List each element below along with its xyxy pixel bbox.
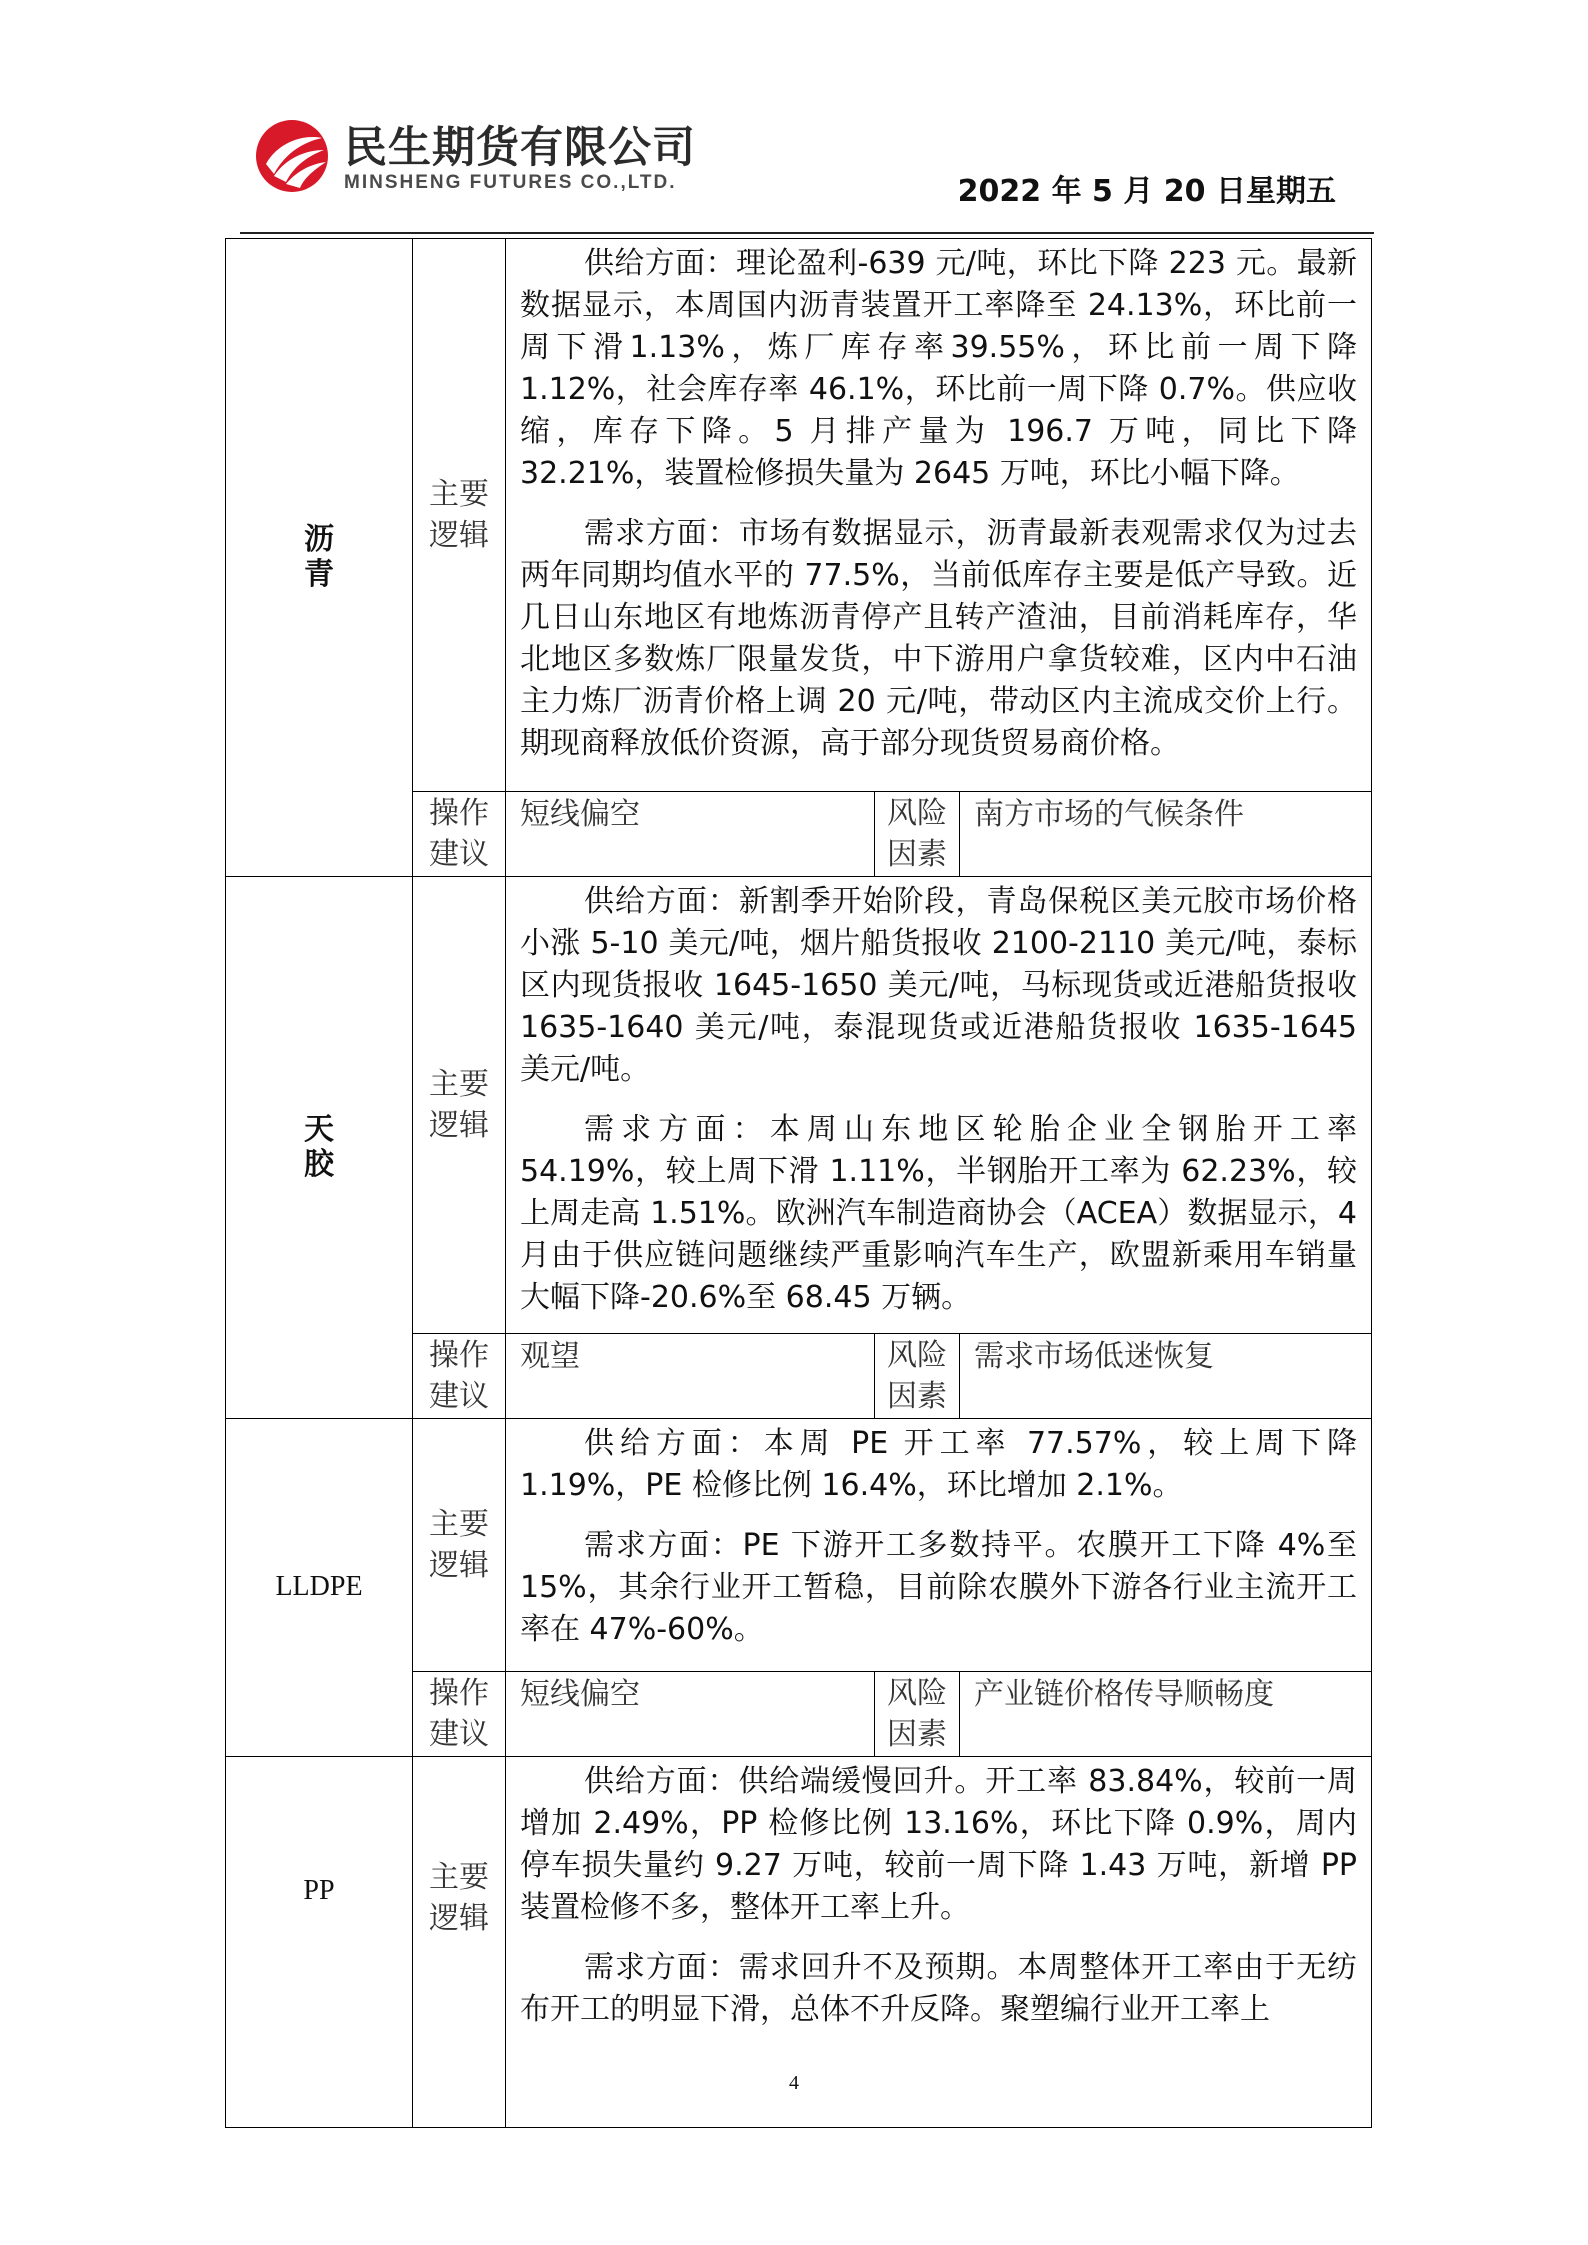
- operation-label: 操作建议: [413, 792, 506, 877]
- risk-label: 风险因素: [875, 1334, 960, 1419]
- operation-value: 短线偏空: [506, 792, 875, 877]
- product-name-pp: PP: [226, 1757, 413, 2128]
- minsheng-logo-icon: [252, 116, 332, 196]
- main-logic-label: 主要逻辑: [413, 1757, 506, 2128]
- risk-label: 风险因素: [875, 792, 960, 877]
- main-logic-content: [506, 1419, 1372, 1672]
- risk-value: 需求市场低迷恢复: [960, 1334, 1372, 1419]
- product-name-asphalt: [226, 239, 413, 877]
- product-label: 天胶: [304, 1112, 334, 1182]
- operation-value: 观望: [506, 1334, 875, 1419]
- company-logo: [252, 112, 732, 202]
- header-divider: [240, 232, 1374, 234]
- risk-value: 产业链价格传导顺畅度: [960, 1672, 1372, 1757]
- company-name-en: MINSHENG FUTURES CO.,LTD.: [344, 172, 677, 193]
- main-logic-content: [506, 239, 1372, 792]
- demand-paragraph: 需求方面：PE 下游开工多数持平。农膜开工下降 4%至 15%，其余行业开工暂稳，目前除农膜外下游各行业主流开工率在 47%-60%。: [520, 1528, 1358, 1647]
- main-logic-label: 主要逻辑: [413, 877, 506, 1334]
- main-logic-content: [506, 877, 1372, 1334]
- company-name-cn: 民生期货有限公司: [344, 123, 696, 173]
- demand-paragraph: 需求方面：市场有数据显示，沥青最新表观需求仅为过去两年同期均值水平的 77.5%，当前低库存主要是低产导致。近几日山东地区有地炼沥青停产且转产渣油，目前消耗库存，华北地区多数炼厂限量发货，中下游用户拿货较难，区内中石油主力炼厂沥青价格上调 20 元/吨，带动区内主流成交价上行。期现商释放低价资源，高于部分现货贸易商价格。: [520, 516, 1358, 761]
- supply-paragraph: 供给方面：供给端缓慢回升。开工率 83.84%，较前一周增加 2.49%，PP 检修比例 13.16%，环比下降 0.9%，周内停车损失量约 9.27 万吨，较前一周下降 1.43 万吨，新增 PP 装置检修不多，整体开工率上升。: [520, 1764, 1358, 1925]
- risk-value: 南方市场的气候条件: [960, 792, 1372, 877]
- demand-paragraph: 需求方面：需求回升不及预期。本周整体开工率由于无纺布开工的明显下滑，总体不升反降。聚塑编行业开工率上: [520, 1950, 1358, 2027]
- table-row: [226, 877, 1372, 1334]
- supply-paragraph: 供给方面：新割季开始阶段，青岛保税区美元胶市场价格小涨 5-10 美元/吨，烟片船货报收 2100-2110 美元/吨，泰标区内现货报收 1645-1650 美元/吨，马标现货或近港船货报收 1635-1640 美元/吨，泰混现货或近港船货报收 1635-1645 美元/吨。: [520, 884, 1358, 1087]
- main-logic-label: 主要逻辑: [413, 1419, 506, 1672]
- operation-label: 操作建议: [413, 1334, 506, 1419]
- product-name-rubber: [226, 877, 413, 1419]
- commodity-analysis-table: [225, 238, 1372, 2128]
- product-label: 沥青: [304, 522, 334, 592]
- table-row: [226, 239, 1372, 792]
- page-number: 4: [789, 2072, 799, 2094]
- product-name-lldpe: LLDPE: [226, 1419, 413, 1757]
- risk-label: 风险因素: [875, 1672, 960, 1757]
- supply-paragraph: 供给方面：理论盈利-639 元/吨，环比下降 223 元。最新数据显示，本周国内沥青装置开工率降至 24.13%，环比前一周下滑1.13%，炼厂库存率39.55%，环比前一周下降1.12%，社会库存率 46.1%，环比前一周下降 0.7%。供应收缩，库存下降。5 月排产量为 196.7 万吨，同比下降 32.21%，装置检修损失量为 2645 万吨，环比小幅下降。: [520, 246, 1358, 491]
- main-logic-label: 主要逻辑: [413, 239, 506, 792]
- table-row: [226, 1419, 1372, 1672]
- operation-value: 短线偏空: [506, 1672, 875, 1757]
- operation-label: 操作建议: [413, 1672, 506, 1757]
- supply-paragraph: 供给方面：本周 PE 开工率 77.57%，较上周下降 1.19%，PE 检修比例 16.4%，环比增加 2.1%。: [520, 1426, 1358, 1503]
- report-date: 2022 年 5 月 20 日星期五: [957, 174, 1336, 209]
- demand-paragraph: 需求方面：本周山东地区轮胎企业全钢胎开工率 54.19%，较上周下滑 1.11%，半钢胎开工率为 62.23%，较上周走高 1.51%。欧洲汽车制造商协会（ACEA）数据显示，4 月由于供应链问题继续严重影响汽车生产，欧盟新乘用车销量大幅下降-20.6%至 68.45 万辆。: [520, 1112, 1358, 1315]
